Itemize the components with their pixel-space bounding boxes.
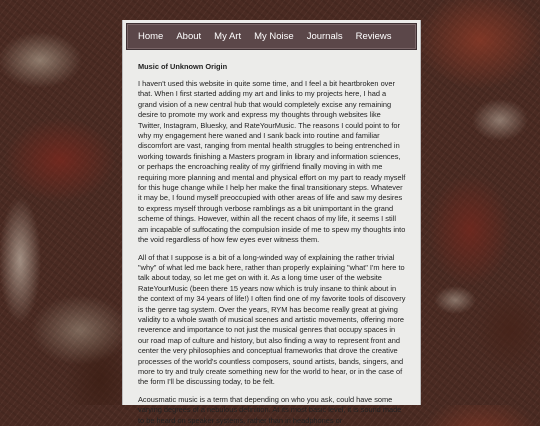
nav-link-my-noise[interactable]: My Noise — [254, 31, 294, 42]
nav-link-reviews[interactable]: Reviews — [355, 31, 392, 42]
post-title: Music of Unknown Origin — [138, 62, 228, 71]
nav-link-about[interactable]: About — [176, 31, 202, 42]
nav-link-journals[interactable]: Journals — [306, 31, 343, 42]
top-navigation-bar — [126, 23, 417, 50]
nav-link-home[interactable]: Home — [138, 31, 164, 42]
page-container — [122, 20, 421, 425]
post-paragraph-1: I haven't used this website in quite some time, and I feel a bit heartbroken over that. When I first started adding my art and links to my projects here, I had a grand vision of a new central hub that would completely excise any remaining desire to promote my work and express my thoughts through websites like Twitter, Instagram, Bluesky, and RateYourMusic. The reasons I could point to for why my engagement here waned and I sank back into routine and familiar discomfort are vast, ranging from mental health struggles to being entrenched in working towards finishing a Masters program in library and information sciences, or perhaps the encroaching reality of my girlfriend finally moving in with me requiring more planning and mental and physical effort on my part to ready myself for this huge change while I help her make the final transitionary steps. Whatever it may be, I found myself preoccupied with other areas of life and saw my desires to express myself through verbose ramblings as a bit unimportant in the grand scheme of things. However, within all the recent chaos of my life, it seems I still am incapable of suffocating the compulsion inside of me to spew my thoughts into the void regardless of how few eyes ever witness them. — [138, 79, 406, 245]
post-paragraph-3: Acousmatic music is a term that depending on who you ask, could have some varying degrees of a nebulous definition. At its most basic level, it is sound made to be heard on speaker systems, rather than in headphones or — [138, 394, 402, 425]
journal-post — [123, 50, 420, 426]
nav-link-my-art[interactable]: My Art — [214, 31, 242, 42]
post-paragraph-2: All of that I suppose is a bit of a long-winded way of explaining the rather trivial "why" of what led me back here, rather than properly explaining "what" I'm here to talk about today, so let me get on with it. As a long time user of the website RateYourMusic (been there 15 years now which is truly insane to think about in the context of my 34 years of life!) I often find one of my favorite tools of discovery is the genre tag system. Over the years, RYM has become really great at giving validity to a whole swath of musical scenes and artistic movements, offering more reverence and importance to not just the musical genres that occupy spaces in our road map of culture and history, but also finding a way to represent front and center the very philosophies and conceptual frameworks that drove the creative processes of the world's countless composers, sound artists, bands, singers, and more to try and truly create something new for the world to hear, or in the case of the form I'll be discussing today, to be felt. — [138, 252, 406, 387]
